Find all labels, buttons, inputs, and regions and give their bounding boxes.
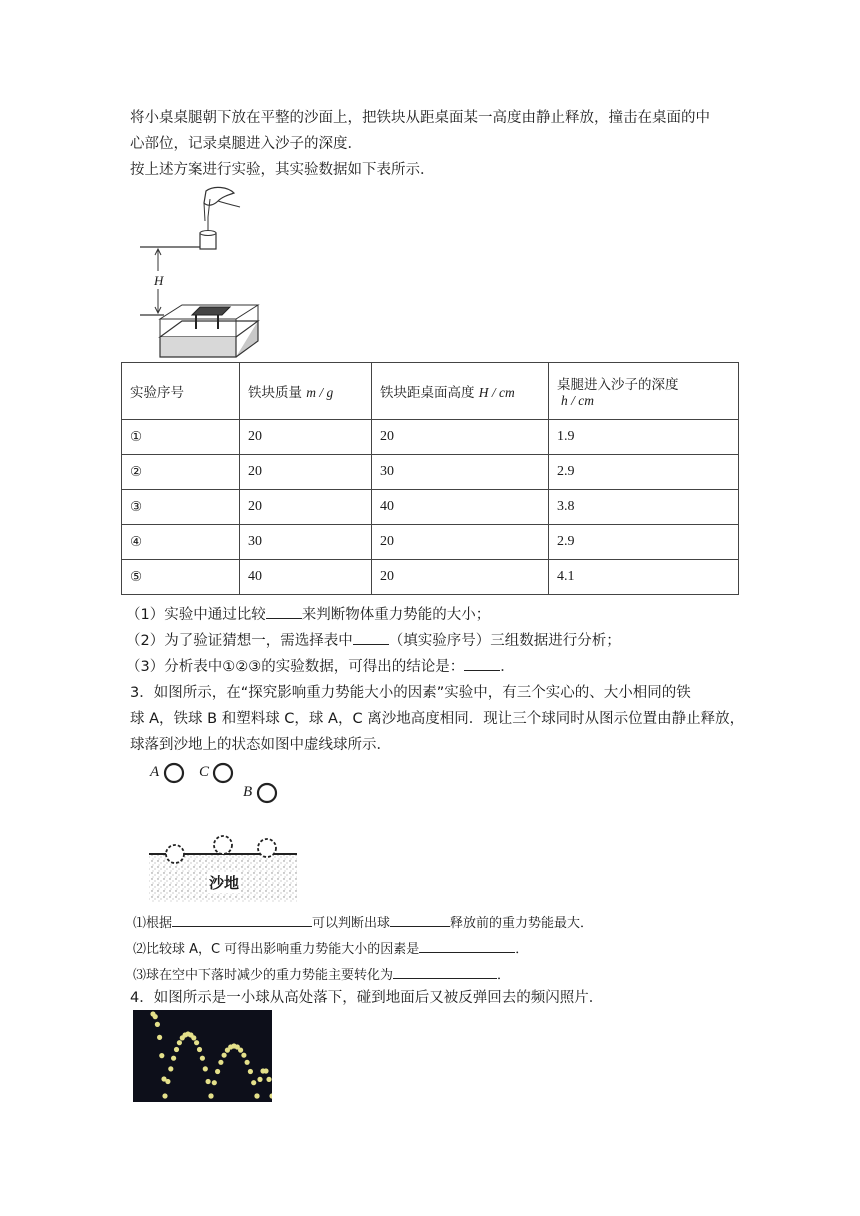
- ball-image-dot: [200, 1056, 205, 1061]
- h-label: H: [154, 273, 164, 288]
- table-row: ③ 20 40 3.8: [122, 490, 739, 525]
- answer-blank[interactable]: [353, 630, 389, 645]
- ball-image-dot: [212, 1080, 217, 1085]
- ball-image-dot: [266, 1077, 271, 1082]
- table-row: ⑤ 40 20 4.1: [122, 560, 739, 595]
- q2-part-3: （3）分析表中①②③的实验数据，可得出的结论是： ．: [126, 656, 515, 677]
- ball-image-dot: [153, 1014, 158, 1019]
- ball-image-dot: [215, 1069, 220, 1074]
- ball-image-dot: [197, 1047, 202, 1052]
- ball-image-dot: [165, 1079, 170, 1084]
- table-row: ④ 30 20 2.9: [122, 525, 739, 560]
- q3-line-2: 球 A，铁球 B 和塑料球 C，球 A，C 离沙地高度相同．现让三个球同时从图示位置由静止释放，: [130, 711, 745, 727]
- answer-blank[interactable]: [419, 938, 515, 953]
- ball-image-dot: [168, 1066, 173, 1071]
- ball-image-dot: [194, 1040, 199, 1045]
- q2-part-1: （1）实验中通过比较 来判断物体重力势能的大小；: [126, 604, 490, 625]
- q3-part-3: ⑶球在空中下落时减少的重力势能主要转化为 ．: [133, 964, 510, 986]
- answer-blank[interactable]: [172, 912, 312, 927]
- intro-line-1: 将小桌桌腿朝下放在平整的沙面上，把铁块从距桌面某一高度由静止释放，撞击在桌面的中: [130, 110, 710, 126]
- intro-line-2: 心部位，记录桌腿进入沙子的深度．: [130, 136, 362, 152]
- answer-blank[interactable]: [390, 912, 450, 927]
- q3-line-3: 球落到沙地上的状态如图中虚线球所示．: [130, 737, 391, 753]
- ball-image-dot: [257, 1077, 262, 1082]
- ball-image-dot: [174, 1047, 179, 1052]
- q3-part-1: ⑴根据 可以判断出球 释放前的重力势能最大．: [133, 912, 593, 934]
- ball-image-dot: [254, 1093, 259, 1098]
- q2-part-2: （2）为了验证猜想一，需选择表中 （填实验序号）三组数据进行分析；: [126, 630, 621, 651]
- ball-image-dot: [157, 1035, 162, 1040]
- answer-blank[interactable]: [266, 604, 302, 619]
- header-trial-id: 实验序号: [122, 363, 240, 420]
- header-height: 铁块距桌面高度 H / cm: [372, 363, 549, 420]
- answer-blank[interactable]: [393, 964, 497, 979]
- ball-image-dot: [203, 1066, 208, 1071]
- ball-image-dot: [222, 1053, 227, 1058]
- ball-image-dot: [238, 1048, 243, 1053]
- table-row: ② 20 30 2.9: [122, 455, 739, 490]
- q3-line-1: 3．如图所示，在“探究影响重力势能大小的因素”实验中，有三个实心的、大小相同的铁: [130, 685, 691, 701]
- ball-image-dot: [245, 1060, 250, 1065]
- ball-image-dot: [159, 1053, 164, 1058]
- ball-c-label: C: [199, 764, 210, 780]
- table-row: ① 20 20 1.9: [122, 420, 739, 455]
- ball-b-label: B: [243, 784, 253, 800]
- ball-image-dot: [191, 1035, 196, 1040]
- ball-image-dot: [241, 1053, 246, 1058]
- ball-image-dot: [171, 1056, 176, 1061]
- ball-image-dot: [155, 1022, 160, 1027]
- ball-image-dot: [248, 1069, 253, 1074]
- ball-image-dot: [177, 1040, 182, 1045]
- ball-image-dot: [263, 1068, 268, 1073]
- header-depth: 桌腿进入沙子的深度 h / cm: [549, 363, 739, 420]
- q4-line-1: 4．如图所示是一小球从高处落下，碰到地面后又被反弹回去的频闪照片．: [130, 990, 604, 1006]
- sand-label: 沙地: [209, 874, 240, 892]
- q3-part-2: ⑵比较球 A，C 可得出影响重力势能大小的因素是 ．: [133, 938, 528, 960]
- data-table: [121, 362, 739, 595]
- ball-image-dot: [251, 1080, 256, 1085]
- header-mass: 铁块质量 m / g: [240, 363, 372, 420]
- ball-image-dot: [162, 1093, 167, 1098]
- ball-image-dot: [208, 1093, 213, 1098]
- answer-blank[interactable]: [464, 656, 500, 671]
- ball-a-label: A: [150, 764, 160, 780]
- ball-image-dot: [206, 1079, 211, 1084]
- table-header-row: [122, 363, 739, 420]
- bouncing-ball-photo: [133, 1010, 272, 1102]
- intro-line-3: 按上述方案进行实验，其实验数据如下表所示．: [130, 162, 435, 178]
- ball-image-dot: [218, 1060, 223, 1065]
